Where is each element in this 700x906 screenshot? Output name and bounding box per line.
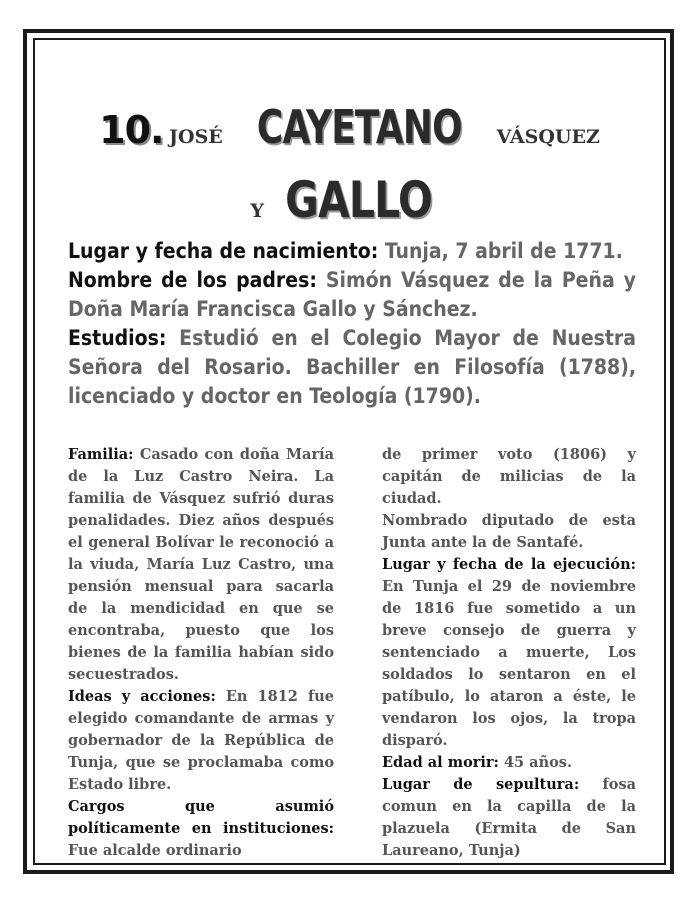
burial-value: fosa comun en la capilla de la plazuela (Ermita de San Laureano, Tunja) [382, 776, 636, 859]
age-paragraph [382, 752, 636, 774]
parents-line [68, 266, 636, 324]
title-word-gallo: GALLO [285, 171, 433, 229]
execution-label: Lugar y fecha de la ejecución: [382, 556, 636, 573]
page-title [33, 95, 666, 242]
studies-line [68, 324, 636, 411]
main-info [68, 237, 636, 411]
family-label: Familia: [68, 446, 134, 463]
nombrado-paragraph: Nombrado diputado de esta Junta ante la de Santafé. [382, 512, 636, 551]
title-word-vasquez: VÁSQUEZ [496, 126, 600, 148]
title-word-cayetano: CAYETANO [257, 100, 463, 154]
title-number: 10. [99, 108, 164, 152]
execution-value: En Tunja el 29 de noviembre de 1816 fue sometido a un breve consejo de guerra y sentenciado a muerte, Los soldados lo sentaron en el patíbulo, lo ataron a éste, le vendaron los ojos, la tropa disparó. [382, 578, 636, 749]
burial-label: Lugar de sepultura: [382, 776, 580, 793]
cargos-continued: de primer voto (1806) y capitán de milicias de la ciudad. [382, 446, 636, 507]
birth-value: Tunja, 7 abril de 1771. [384, 239, 623, 263]
parents-label: Nombre de los padres: [68, 268, 317, 292]
title-word-y: Y [250, 200, 264, 222]
burial-paragraph [382, 774, 636, 862]
age-value: 45 años. [503, 754, 572, 771]
family-paragraph [68, 444, 334, 686]
birth-label: Lugar y fecha de nacimiento: [68, 239, 379, 263]
ideas-paragraph [68, 686, 334, 796]
studies-value: Estudió en el Colegio Mayor de Nuestra Señora del Rosario. Bachiller en Filosofía (1788), licenciado y doctor en Teología (1790). [68, 326, 636, 408]
studies-label: Estudios: [68, 326, 167, 350]
left-column [68, 444, 334, 862]
ideas-label: Ideas y acciones: [68, 688, 216, 705]
cargos-paragraph [68, 796, 334, 862]
cargos-value: Fue alcalde ordinario [68, 842, 242, 859]
ideas-value: En 1812 fue elegido comandante de armas y gobernador de la República de Tunja, que se proclamaba como Estado libre. [68, 688, 334, 793]
birth-line [68, 237, 636, 266]
title-word-jose: JOSÉ [169, 126, 223, 148]
cargos-label: Cargos que asumió políticamente en instituciones: [68, 798, 334, 837]
age-label: Edad al morir: [382, 754, 499, 771]
parents-value: Simón Vásquez de la Peña y Doña María Francisca Gallo y Sánchez. [68, 268, 636, 321]
family-value: Casado con doña María de la Luz Castro Neira. La familia de Vásquez sufrió duras penalidades. Diez años después el general Bolívar le reconoció a la viuda, María Luz Castro, una pensión mensual para sacarla de la mendicidad en que se encontraba, puesto que los bienes de la familia habían sido secuestrados. [68, 446, 334, 683]
execution-paragraph [382, 554, 636, 752]
right-column [382, 444, 636, 862]
